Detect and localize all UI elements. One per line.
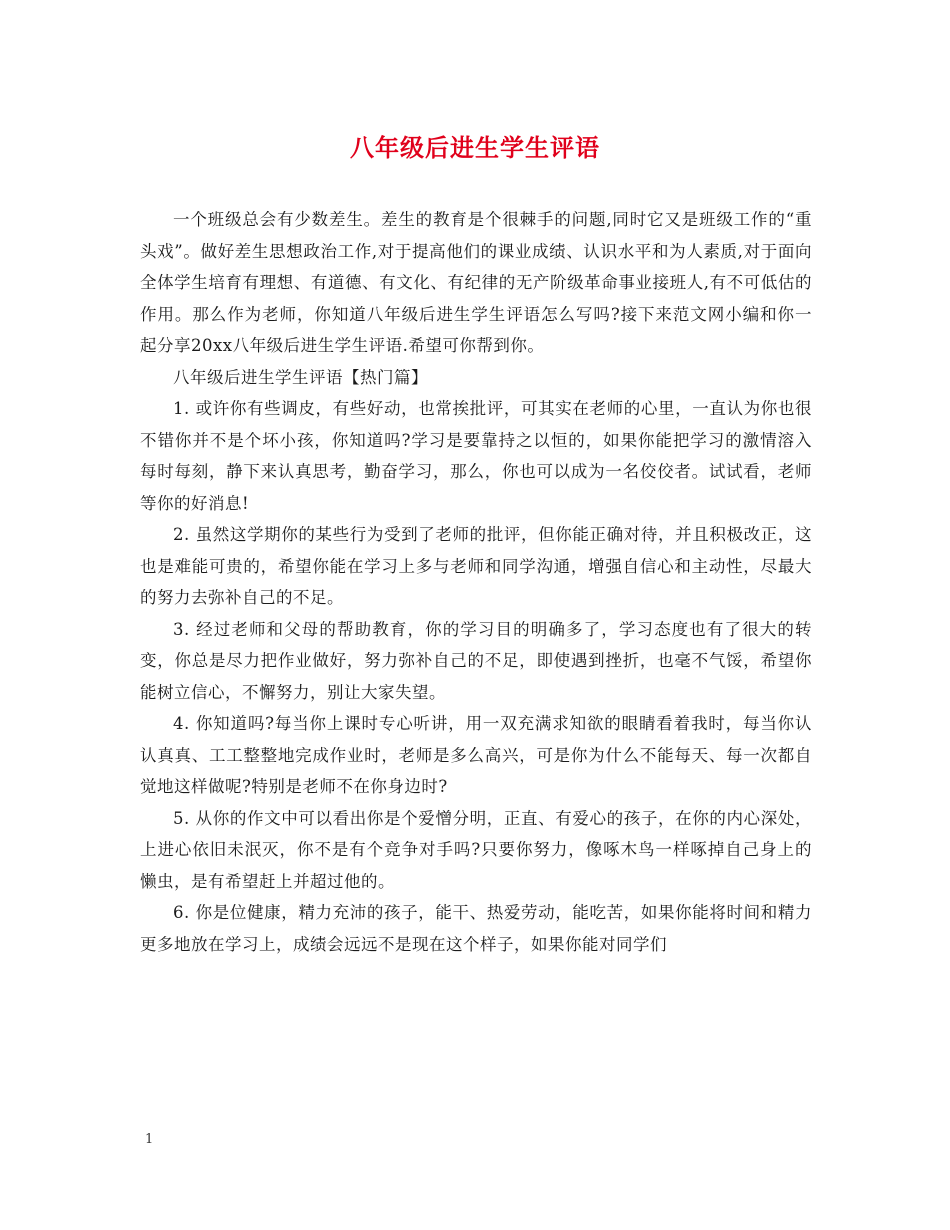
page-number: 1 (145, 1132, 154, 1147)
intro-paragraph: 一个班级总会有少数差生。差生的教育是个很棘手的问题,同时它又是班级工作的“重头戏”。做好差生思想政治工作,对于提高他们的课业成绩、认识水平和为人素质,对于面向全体学生培育有理想、有道德、有文化、有纪律的无产阶级革命事业接班人,有不可低估的作用。那么作为老师，你知道八年级后进生学生评语怎么写吗?接下来范文网小编和你一起分享20xx八年级后进生学生评语.希望可你帮到你。 (140, 210, 812, 355)
comment-paragraph-6: 6. 你是位健康，精力充沛的孩子，能干、热爱劳动，能吃苦，如果你能将时间和精力更多地放在学习上，成绩会远远不是现在这个样子，如果你能对同学们 (140, 903, 812, 954)
section-heading: 八年级后进生学生评语【热门篇】 (173, 367, 428, 387)
document-title: 八年级后进生学生评语 (350, 133, 600, 162)
comment-paragraph-5: 5. 从你的作文中可以看出你是个爱憎分明，正直、有爱心的孩子，在你的内心深处，上进心依旧未泯灭，你不是有个竞争对手吗?只要你努力，像啄木鸟一样啄掉自己身上的懒虫，是有希望赶上并超过他的。 (140, 808, 812, 891)
comment-paragraph-3: 3. 经过老师和父母的帮助教育，你的学习目的明确多了，学习态度也有了很大的转变，你总是尽力把作业做好，努力弥补自己的不足，即使遇到挫折，也毫不气馁，希望你能树立信心，不懈努力，别让大家失望。 (140, 619, 812, 702)
comment-paragraph-2: 2. 虽然这学期你的某些行为受到了老师的批评，但你能正确对待，并且积极改正，这也是难能可贵的，希望你能在学习上多与老师和同学沟通，增强自信心和主动性，尽最大的努力去弥补自己的不足。 (140, 525, 812, 607)
comment-paragraph-1: 1. 或许你有些调皮，有些好动，也常挨批评，可其实在老师的心里，一直认为你也很不错你并不是个坏小孩，你知道吗?学习是要靠持之以恒的，如果你能把学习的激情溶入每时每刻，静下来认真思考，勤奋学习，那么，你也可以成为一名佼佼者。试试看，老师等你的好消息! (140, 399, 812, 513)
document-body (140, 204, 812, 960)
comment-paragraph-4: 4. 你知道吗?每当你上课时专心听讲，用一双充满求知欲的眼睛看着我时，每当你认认真真、工工整整地完成作业时，老师是多么高兴，可是你为什么不能每天、每一次都自觉地这样做呢?特别是老师不在你身边时? (140, 714, 812, 796)
